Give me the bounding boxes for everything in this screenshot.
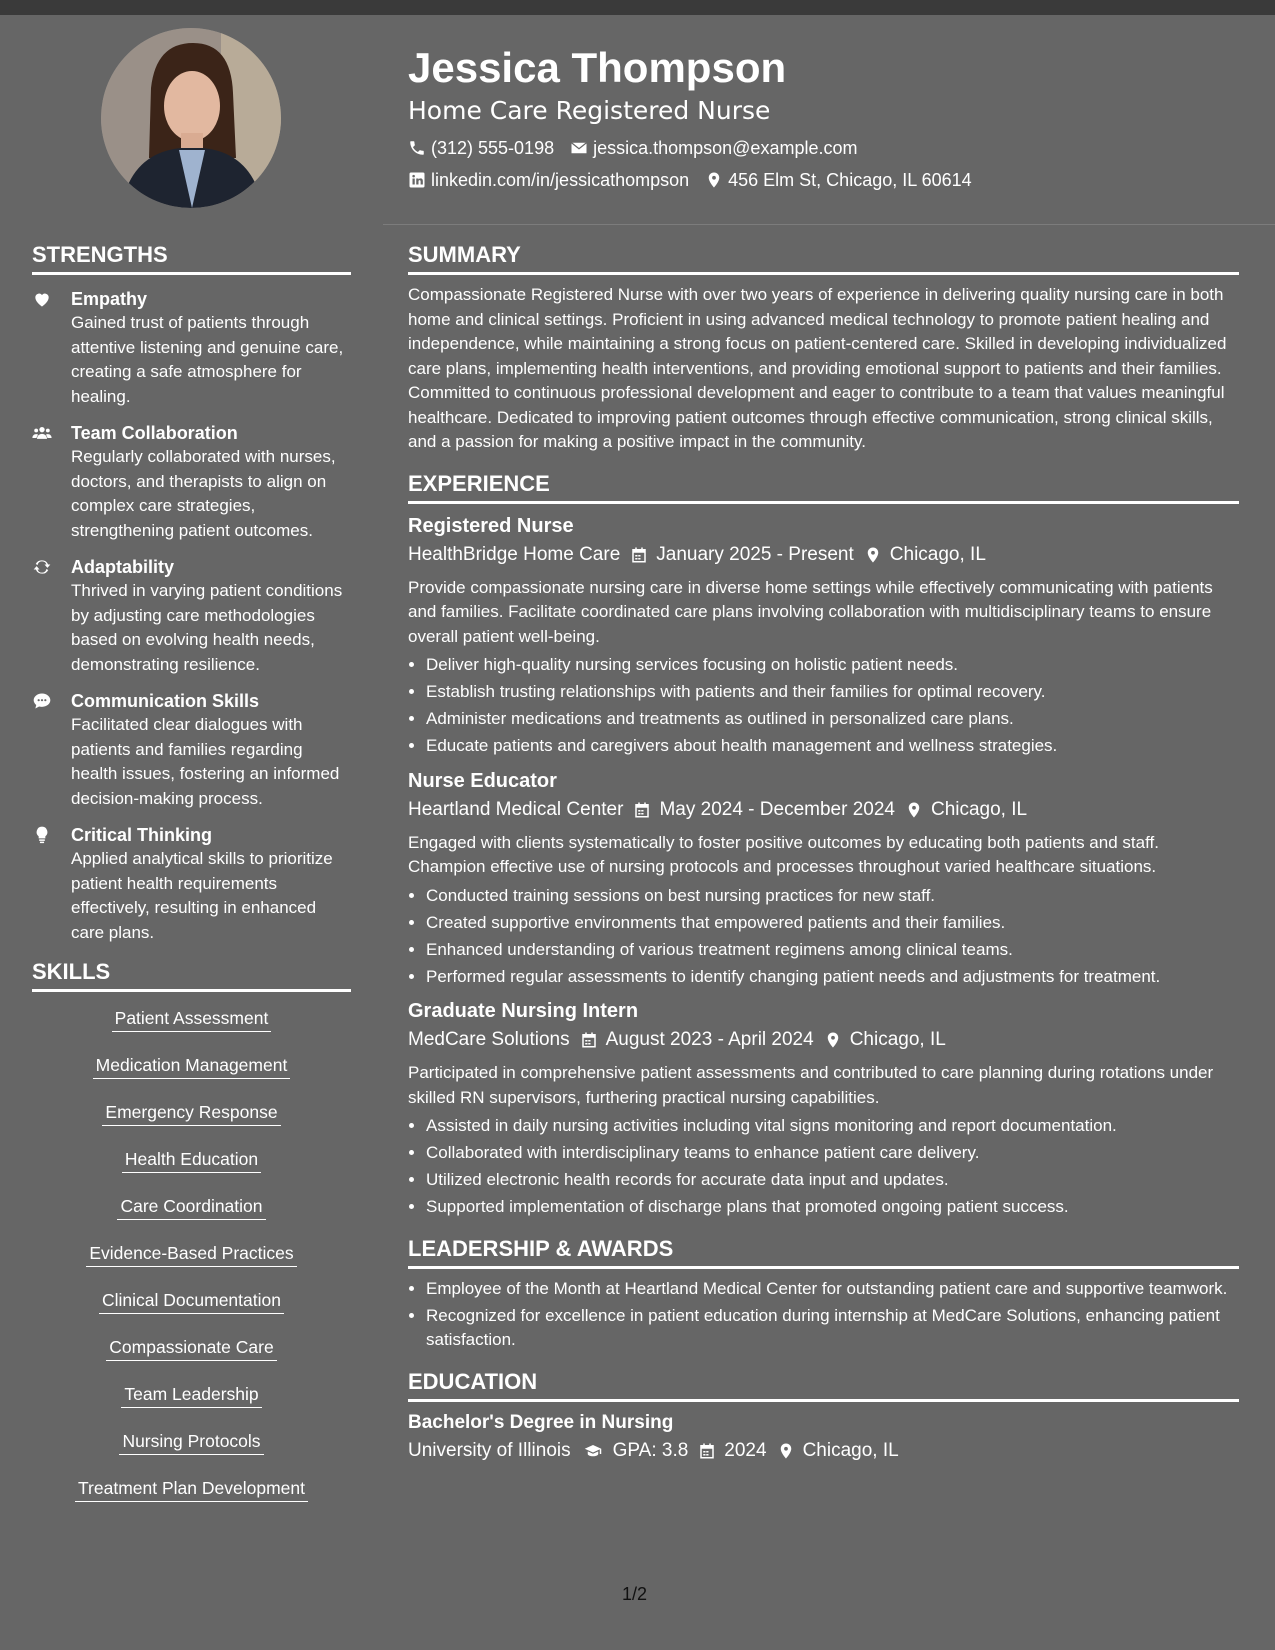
job-location: Chicago, IL xyxy=(849,1029,946,1050)
resume-header xyxy=(408,42,1248,196)
graduation-year: 2024 xyxy=(724,1439,767,1461)
right-column xyxy=(408,240,1239,1466)
job-description: Engaged with clients systematically to foster positive outcomes by educating both patients and staff. Champion effective use of nursing protocols and processes throughout varied healthcare situations. xyxy=(408,832,1159,876)
heart-icon xyxy=(32,289,52,309)
skill-item: Treatment Plan Development xyxy=(75,1472,308,1502)
strength-name: Adaptability xyxy=(71,557,175,577)
top-bar xyxy=(0,0,1275,15)
experience-heading: EXPERIENCE xyxy=(408,469,1239,504)
email-contact[interactable] xyxy=(570,132,857,164)
map-pin-icon xyxy=(905,801,923,819)
job-bullet: • Performed regular assessments to identify changing patient needs and adjustments for treatment. xyxy=(426,965,1239,990)
job-bullets xyxy=(408,653,1239,759)
phone-contact[interactable] xyxy=(408,132,554,164)
linkedin-icon xyxy=(408,171,426,189)
page-number: 1/2 xyxy=(622,1584,648,1604)
strength-item xyxy=(32,421,351,543)
job-entry xyxy=(408,512,1239,759)
header-divider xyxy=(383,224,1275,225)
job-dates: May 2024 - December 2024 xyxy=(659,798,895,820)
skill-item: Medication Management xyxy=(93,1049,291,1079)
strength-name: Communication Skills xyxy=(71,691,260,711)
job-dates: January 2025 - Present xyxy=(656,543,854,565)
job-location: Chicago, IL xyxy=(889,543,986,565)
job-meta xyxy=(408,540,1239,570)
calendar-icon xyxy=(633,801,651,819)
strength-name: Critical Thinking xyxy=(71,825,213,845)
chat-icon xyxy=(32,691,52,711)
skill-item: Compassionate Care xyxy=(106,1331,276,1361)
skill-item: Nursing Protocols xyxy=(119,1425,263,1455)
strength-description: Thrived in varying patient conditions by adjusting care methodologies based on evolving health needs, demonstrating resilience. xyxy=(71,581,343,674)
skill-item: Patient Assessment xyxy=(112,1002,272,1032)
skill-item: Evidence-Based Practices xyxy=(86,1237,296,1267)
map-pin-icon xyxy=(864,546,882,564)
strength-item xyxy=(32,823,351,945)
strength-name: Empathy xyxy=(71,289,148,309)
job-bullet: • Created supportive environments that empowered patients and their families. xyxy=(426,911,1239,936)
company-name: Heartland Medical Center xyxy=(408,798,624,820)
school-name: University of Illinois xyxy=(408,1439,571,1461)
strength-item xyxy=(32,689,351,811)
award-item: • Recognized for excellence in patient education during internship at MedCare Solutions, enhancing patient satisfaction. xyxy=(426,1304,1239,1353)
profile-photo xyxy=(101,28,281,208)
skills-list xyxy=(32,1002,351,1519)
education-meta xyxy=(408,1436,1239,1466)
company-name: MedCare Solutions xyxy=(408,1029,570,1050)
job-dates: August 2023 - April 2024 xyxy=(605,1029,814,1050)
job-bullet: • Enhanced understanding of various treatment regimens among clinical teams. xyxy=(426,938,1239,963)
strengths-list xyxy=(32,287,351,945)
skill-item: Clinical Documentation xyxy=(99,1284,284,1314)
envelope-icon xyxy=(570,139,588,157)
skills-heading: SKILLS xyxy=(32,957,351,992)
awards-list xyxy=(408,1277,1239,1353)
job-bullet: • Administer medications and treatments as outlined in personalized care plans. xyxy=(426,707,1239,732)
job-bullet: • Conducted training sessions on best nursing practices for new staff. xyxy=(426,884,1239,909)
job-title: Nurse Educator xyxy=(408,769,557,792)
company-name: HealthBridge Home Care xyxy=(408,543,621,565)
job-bullet: • Utilized electronic health records for accurate data input and updates. xyxy=(426,1168,1239,1193)
skill-item: Team Leadership xyxy=(121,1378,261,1408)
job-bullet: • Establish trusting relationships with patients and their families for optimal recovery. xyxy=(426,680,1239,705)
summary-heading: SUMMARY xyxy=(408,240,1239,275)
job-description: Provide compassionate nursing care in diverse home settings while effectively communicating with patients and families. Facilitate coordinated care plans involving collaboration with multidisciplinary teams to ensure overall patient well-being. xyxy=(408,577,1213,646)
phone-icon xyxy=(408,139,426,157)
email-text: jessica.thompson@example.com xyxy=(593,138,858,158)
job-title: Graduate Nursing Intern xyxy=(408,1000,639,1022)
skill-item: Emergency Response xyxy=(102,1096,280,1126)
map-pin-icon xyxy=(777,1442,795,1460)
job-bullet: • Supported implementation of discharge plans that promoted ongoing patient success. xyxy=(426,1195,1239,1220)
strength-name: Team Collaboration xyxy=(71,423,238,443)
phone-text: (312) 555-0198 xyxy=(431,138,555,158)
job-entry xyxy=(408,997,1239,1220)
strengths-heading: STRENGTHS xyxy=(32,240,351,275)
education-heading: EDUCATION xyxy=(408,1367,1239,1402)
award-item: • Employee of the Month at Heartland Medical Center for outstanding patient care and supportive teamwork. xyxy=(426,1277,1239,1302)
summary-text: Compassionate Registered Nurse with over two years of experience in delivering quality nursing care in both home and clinical settings. Proficient in using advanced medical technology to promote patient healing and independence, while maintaining a strong focus on patient-centered care. Skilled in developing individualized care plans, implementing health interventions, and providing emotional support to patients and their families. Committed to continuous professional development and eager to contribute to a team that values meaningful healthcare. Dedicated to improving patient outcomes through effective communication, strong clinical skills, and a passion for making a positive impact in the community. xyxy=(408,285,1227,451)
strength-item xyxy=(32,555,351,677)
job-description: Participated in comprehensive patient assessments and contributed to care planning during rotations under skilled RN supervisors, furthering practical nursing capabilities. xyxy=(408,1063,1214,1107)
strength-description: Gained trust of patients through attentive listening and genuine care, creating a safe atmosphere for healing. xyxy=(71,313,344,406)
degree-title: Bachelor's Degree in Nursing xyxy=(408,1411,674,1433)
graduation-cap-icon xyxy=(581,1442,605,1460)
strength-item xyxy=(32,287,351,409)
job-entry xyxy=(408,767,1239,990)
strength-description: Facilitated clear dialogues with patients and families regarding health issues, fostering an informed decision-making process. xyxy=(71,715,340,808)
job-bullets xyxy=(408,1114,1239,1220)
skill-item: Care Coordination xyxy=(117,1190,265,1220)
job-bullet: • Educate patients and caregivers about health management and wellness strategies. xyxy=(426,734,1239,759)
users-icon xyxy=(32,423,52,443)
job-bullets xyxy=(408,884,1239,990)
linkedin-text: linkedin.com/in/jessicathompson xyxy=(431,170,690,190)
calendar-icon xyxy=(698,1442,716,1460)
map-pin-icon xyxy=(824,1031,842,1049)
strength-description: Applied analytical skills to prioritize patient health requirements effectively, resulting in enhanced care plans. xyxy=(71,849,333,942)
candidate-title: Home Care Registered Nurse xyxy=(408,96,771,125)
job-meta xyxy=(408,1025,1239,1055)
map-pin-icon xyxy=(705,171,723,189)
address-text: 456 Elm St, Chicago, IL 60614 xyxy=(728,170,972,190)
job-bullet: • Deliver high-quality nursing services focusing on holistic patient needs. xyxy=(426,653,1239,678)
job-bullet: • Assisted in daily nursing activities including vital signs monitoring and report documentation. xyxy=(426,1114,1239,1139)
gpa-text: GPA: 3.8 xyxy=(612,1439,689,1461)
left-column xyxy=(32,240,351,1519)
calendar-icon xyxy=(580,1031,598,1049)
candidate-name: Jessica Thompson xyxy=(408,44,787,91)
strength-description: Regularly collaborated with nurses, doctors, and therapists to align on complex care strategies, strengthening patient outcomes. xyxy=(71,447,336,540)
awards-heading: LEADERSHIP & AWARDS xyxy=(408,1234,1239,1269)
job-title: Registered Nurse xyxy=(408,514,574,537)
experience-list xyxy=(408,512,1239,1220)
linkedin-contact[interactable] xyxy=(408,164,689,196)
job-bullet: • Collaborated with interdisciplinary teams to enhance patient care delivery. xyxy=(426,1141,1239,1166)
address-contact xyxy=(705,164,971,196)
sync-icon xyxy=(32,557,52,577)
skill-item: Health Education xyxy=(122,1143,261,1173)
lightbulb-icon xyxy=(32,825,52,845)
education-location: Chicago, IL xyxy=(802,1439,899,1461)
job-location: Chicago, IL xyxy=(930,798,1028,820)
job-meta xyxy=(408,795,1239,825)
calendar-icon xyxy=(630,546,648,564)
